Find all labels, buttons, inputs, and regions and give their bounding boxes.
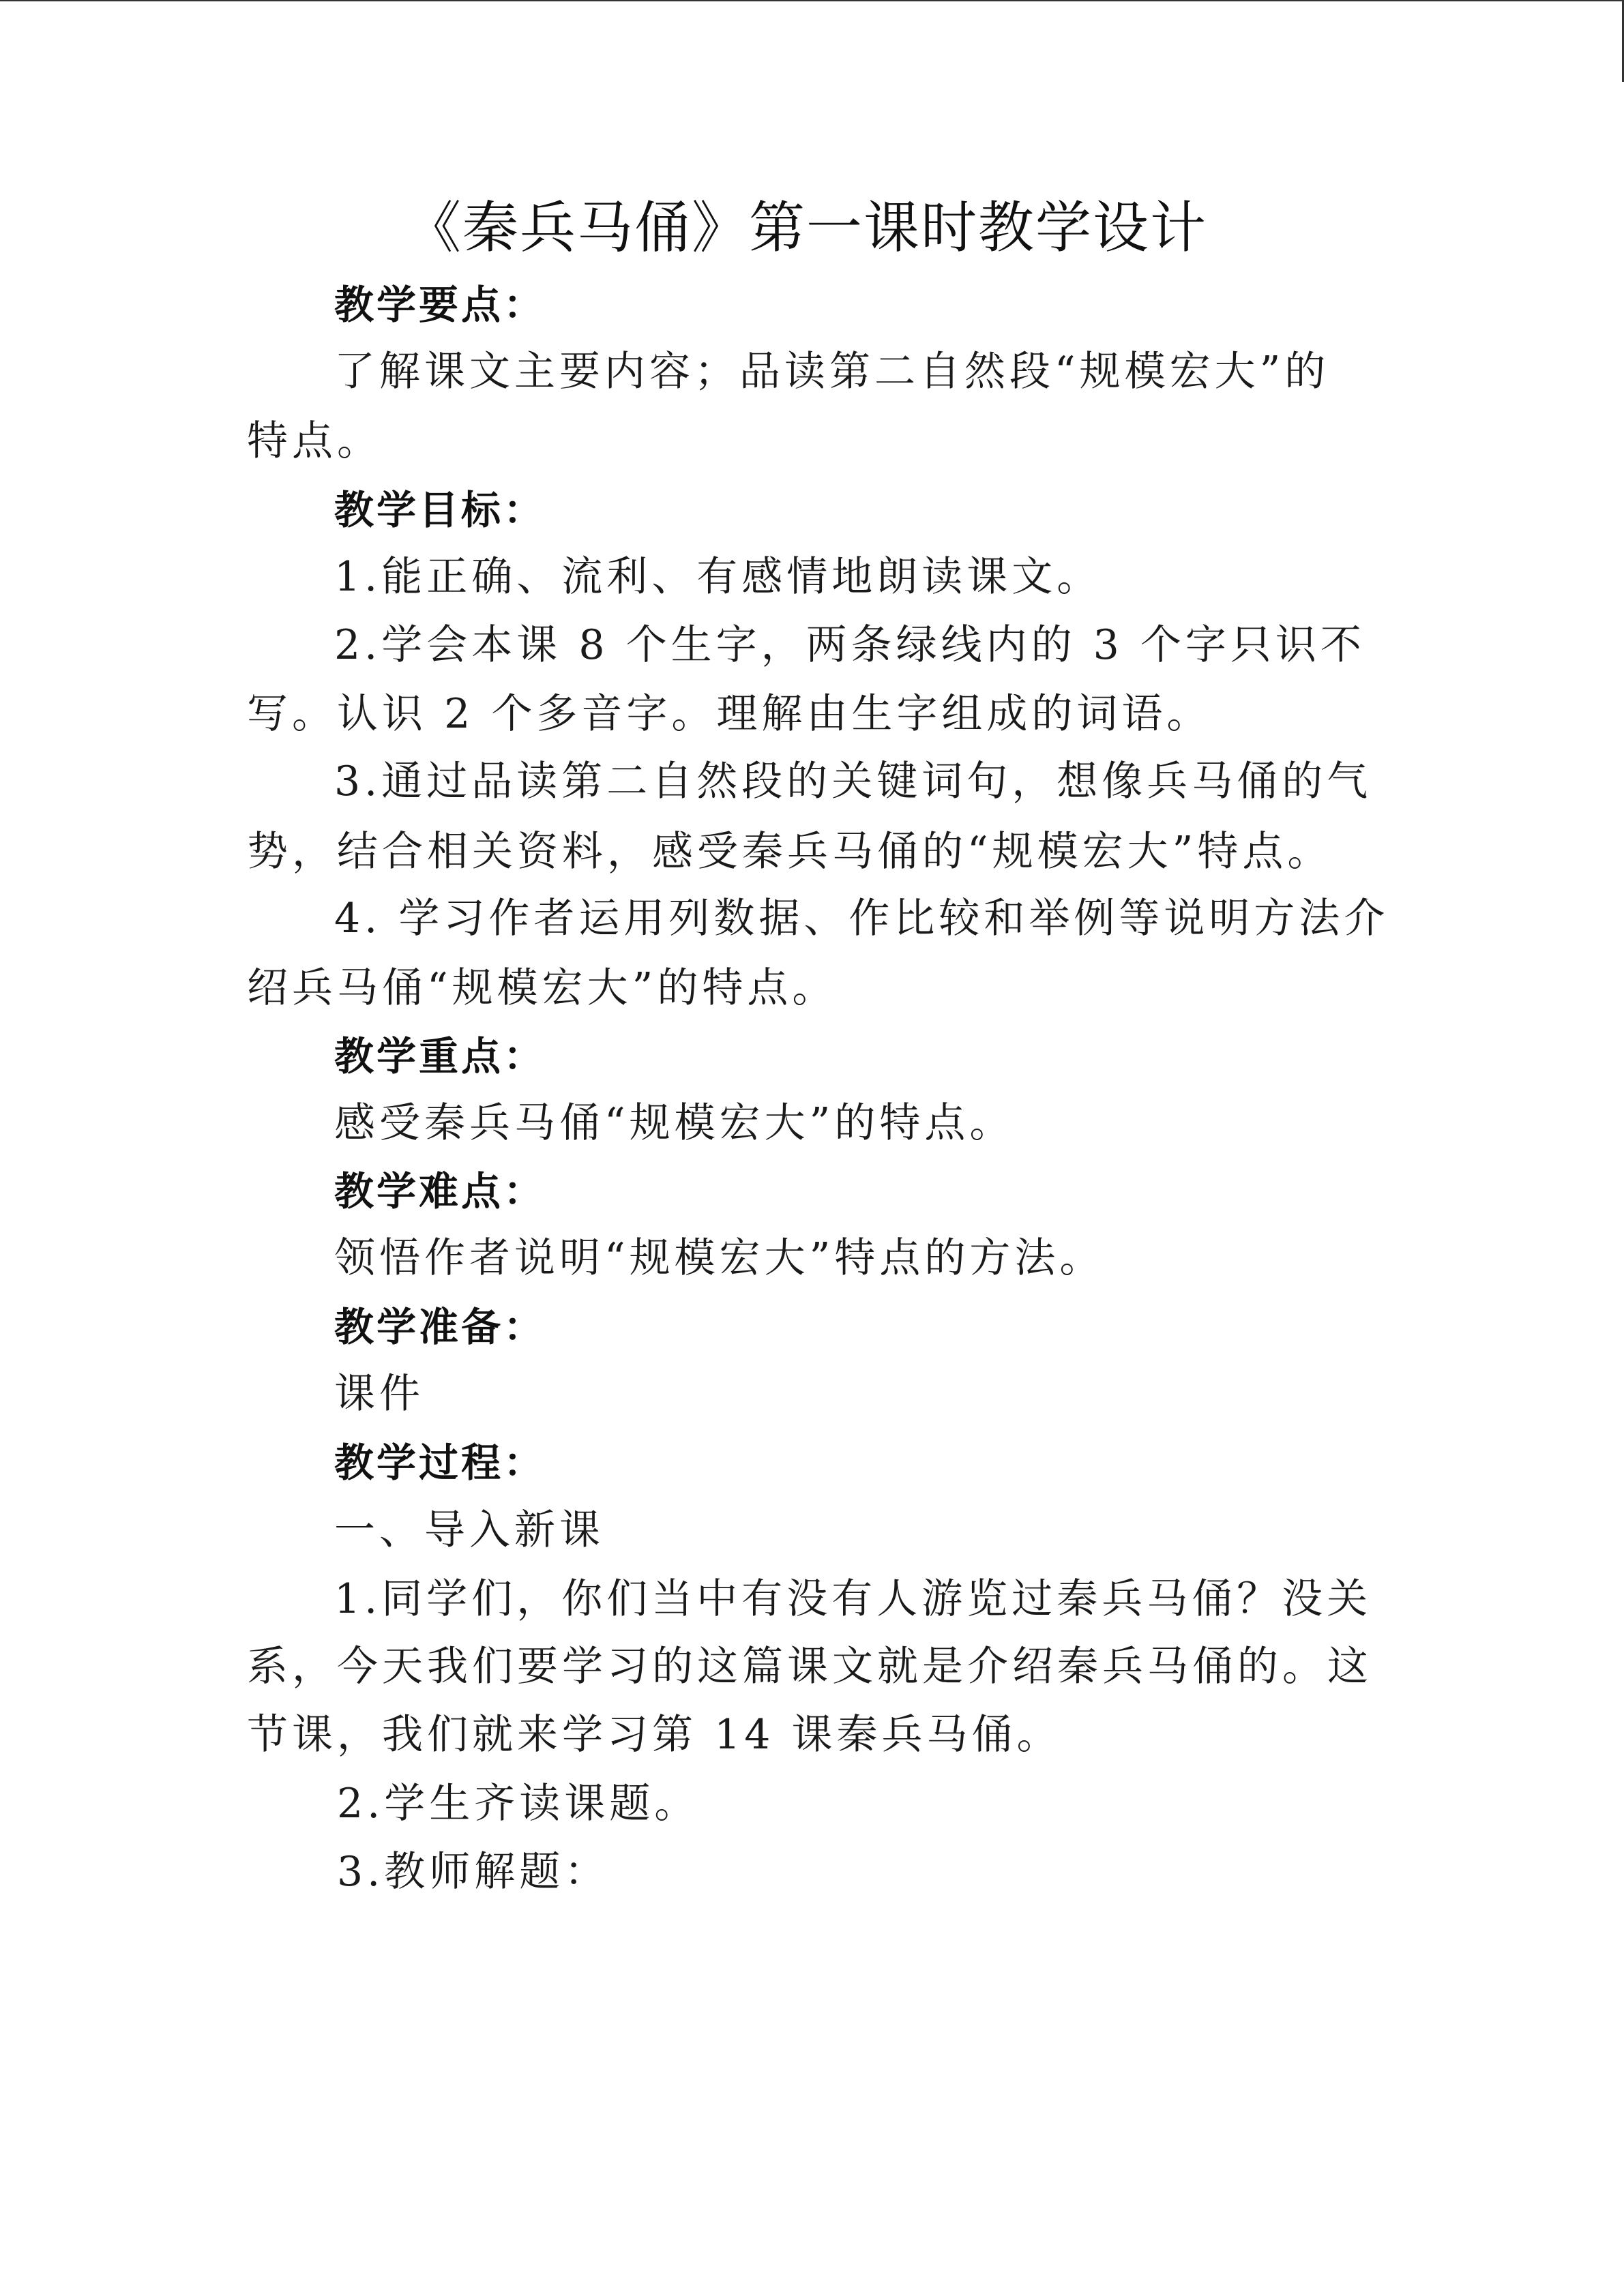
document-title: 《秦兵马俑》第一课时教学设计 bbox=[405, 196, 1208, 260]
paragraph-line: 3.教师解题： bbox=[337, 1848, 610, 1896]
paragraph-line: 4. 学习作者运用列数据、作比较和举例等说明方法介 bbox=[334, 895, 1389, 942]
paragraph-line: 节课，我们就来学习第 14 课秦兵马俑。 bbox=[247, 1711, 1062, 1759]
paragraph-line: 一、导入新课 bbox=[334, 1506, 604, 1554]
paragraph-line: 系，今天我们要学习的这篇课文就是介绍秦兵马俑的。这 bbox=[247, 1643, 1372, 1690]
paragraph-line: 1.同学们，你们当中有没有人游览过秦兵马俑？没关 bbox=[334, 1575, 1372, 1623]
paragraph-line: 感受秦兵马俑“规模宏大”的特点。 bbox=[334, 1099, 1015, 1147]
paragraph-line: 绍兵马俑“规模宏大”的特点。 bbox=[247, 964, 838, 1012]
paragraph-line: 课件 bbox=[334, 1370, 424, 1418]
heading-objectives: 教学目标： bbox=[334, 487, 546, 533]
paragraph-line: 2.学生齐读课题。 bbox=[337, 1780, 700, 1828]
paragraph-line: 了解课文主要内容；品读第二自然段“规模宏大”的 bbox=[334, 348, 1330, 396]
paragraph-line: 3.通过品读第二自然段的关键词句，想像兵马俑的气 bbox=[334, 758, 1372, 805]
heading-difficulty: 教学难点： bbox=[334, 1168, 546, 1214]
paragraph-line: 特点。 bbox=[247, 417, 382, 465]
heading-key-points: 教学要点： bbox=[334, 282, 546, 328]
paragraph-line: 写。认识 2 个多音字。理解由生字组成的词语。 bbox=[247, 690, 1212, 738]
paragraph-line: 2.学会本课 8 个生字，两条绿线内的 3 个字只识不 bbox=[334, 621, 1365, 669]
heading-process: 教学过程： bbox=[334, 1440, 546, 1486]
paragraph-line: 领悟作者说明“规模宏大”特点的方法。 bbox=[334, 1234, 1105, 1282]
heading-focus: 教学重点： bbox=[334, 1033, 546, 1079]
heading-preparation: 教学准备： bbox=[334, 1304, 546, 1350]
paragraph-line: 1.能正确、流利、有感情地朗读课文。 bbox=[334, 553, 1102, 601]
paragraph-line: 势，结合相关资料，感受秦兵马俑的“规模宏大”特点。 bbox=[247, 828, 1333, 876]
